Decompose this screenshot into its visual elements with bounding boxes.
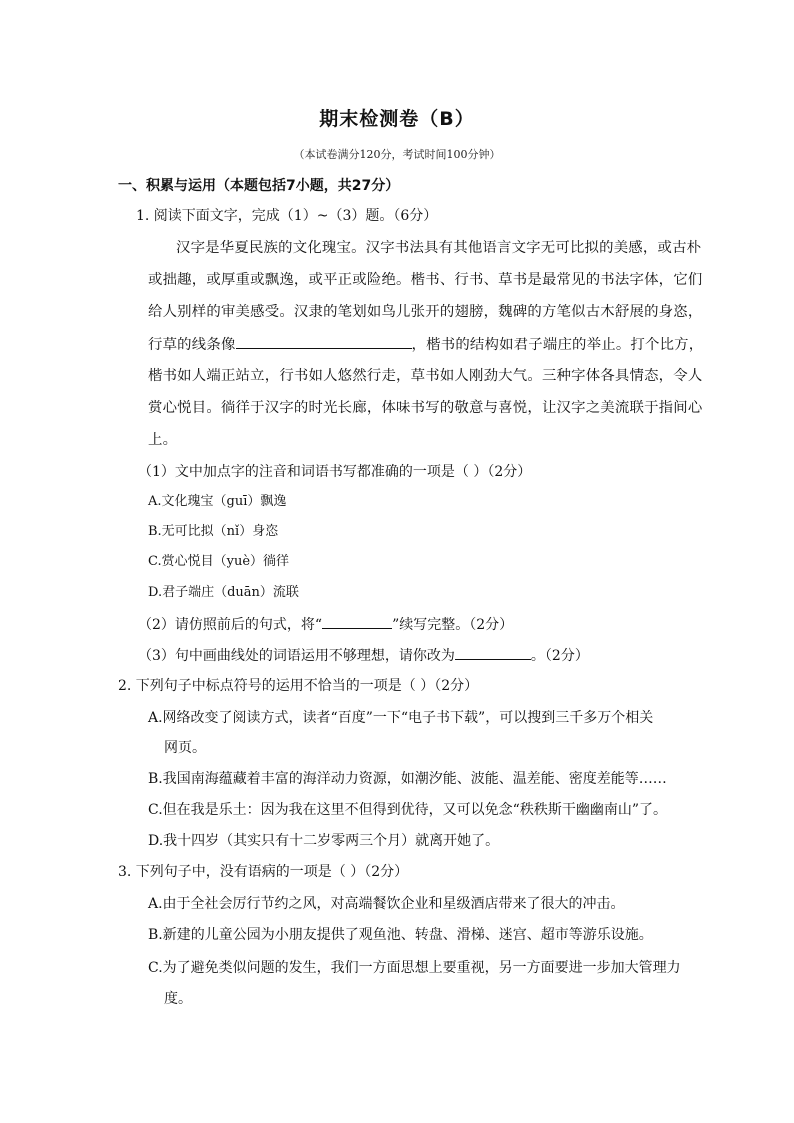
passage-line bbox=[148, 334, 703, 355]
option-a[interactable]: A.由于全社会厉行节约之风，对高端餐饮企业和星级酒店带来了很大的冲击。 bbox=[148, 896, 625, 912]
option-c[interactable]: C.为了避免类似问题的发生，我们一方面思想上要重视，另一方面要进一步加大管理力 bbox=[148, 960, 681, 976]
subquestion-3-text: （3）句中画曲线处的词语运用不够理想，请你改为 bbox=[138, 648, 455, 664]
passage-line: 赏心悦目。徜徉于汉字的时光长廊，体味书写的敬意与喜悦，让汉字之美流联于指间心 bbox=[148, 400, 703, 416]
question-2-stem: 2. 下列句子中标点符号的运用不恰当的一项是（ ）（2分） bbox=[118, 678, 479, 694]
option-b[interactable]: B.无可比拟（nǐ）身恣 bbox=[148, 524, 279, 539]
subquestion-2 bbox=[138, 614, 513, 635]
question-1-stem: 1. 阅读下面文字，完成（1）~（3）题。（6分） bbox=[136, 208, 438, 224]
option-c[interactable]: C.但在我是乐土：因为我在这里不但得到优待，又可以免念“秩秩斯干幽幽南山”了。 bbox=[148, 802, 667, 818]
subquestion-2-text: ”续写完整。（2分） bbox=[392, 617, 514, 633]
section-heading: 一、积累与运用（本题包括7小题，共27分） bbox=[118, 178, 400, 194]
subquestion-3 bbox=[138, 645, 589, 666]
passage-line: 楷书如人端正站立，行书如人悠然行走，草书如人刚劲大气。三种字体各具情态，令人 bbox=[148, 368, 703, 384]
fill-in-blank[interactable] bbox=[322, 614, 392, 629]
subquestion-1: （1）文中加点字的注音和词语书写都准确的一项是（ ）（2分） bbox=[138, 464, 532, 480]
passage-text: 行草的线条像 bbox=[148, 337, 236, 353]
subquestion-3-text: 。（2分） bbox=[530, 648, 589, 664]
option-a-continued: 网页。 bbox=[164, 740, 206, 756]
option-a[interactable]: A.文化瑰宝（guī）飘逸 bbox=[148, 494, 287, 509]
option-a[interactable]: A.网络改变了阅读方式，读者“百度”一下“电子书下载”，可以搜到三千多万个相关 bbox=[148, 710, 654, 726]
fill-in-blank[interactable] bbox=[455, 645, 531, 660]
option-b[interactable]: B.我国南海蕴藏着丰富的海洋动力资源，如潮汐能、波能、温差能、密度差能等…… bbox=[148, 771, 667, 787]
option-c-continued: 度。 bbox=[164, 991, 192, 1007]
fill-in-blank[interactable] bbox=[236, 334, 412, 349]
option-d[interactable]: D.我十四岁（其实只有十二岁零两三个月）就离开她了。 bbox=[148, 833, 500, 849]
passage-text: ，楷书的结构如君子端庄的举止。打个比方， bbox=[411, 337, 704, 353]
exam-instructions: （本试卷满分120分，考试时间100分钟） bbox=[293, 148, 501, 161]
passage-line: 或拙趣，或厚重或飘逸，或平正或险绝。楷书、行书、草书是最常见的书法字体，它们 bbox=[148, 272, 703, 288]
passage-line: 上。 bbox=[148, 432, 178, 448]
option-c[interactable]: C.赏心悦目（yuè）徜徉 bbox=[148, 554, 290, 569]
page-title: 期末检测卷（B） bbox=[319, 108, 475, 130]
subquestion-2-text: （2）请仿照前后的句式，将“ bbox=[138, 617, 323, 633]
passage-line: 汉字是华夏民族的文化瑰宝。汉字书法具有其他语言文字无可比拟的美感，或古朴 bbox=[176, 240, 702, 256]
option-b[interactable]: B.新建的儿童公园为小朋友提供了观鱼池、转盘、滑梯、迷宫、超市等游乐设施。 bbox=[148, 927, 653, 943]
passage-line: 给人别样的审美感受。汉隶的笔划如鸟儿张开的翅膀，魏碑的方笔似古木舒展的身恣， bbox=[148, 304, 703, 320]
question-3-stem: 3. 下列句子中，没有语病的一项是（ ）（2分） bbox=[118, 864, 409, 880]
option-d[interactable]: D.君子端庄（duān）流联 bbox=[148, 585, 299, 600]
